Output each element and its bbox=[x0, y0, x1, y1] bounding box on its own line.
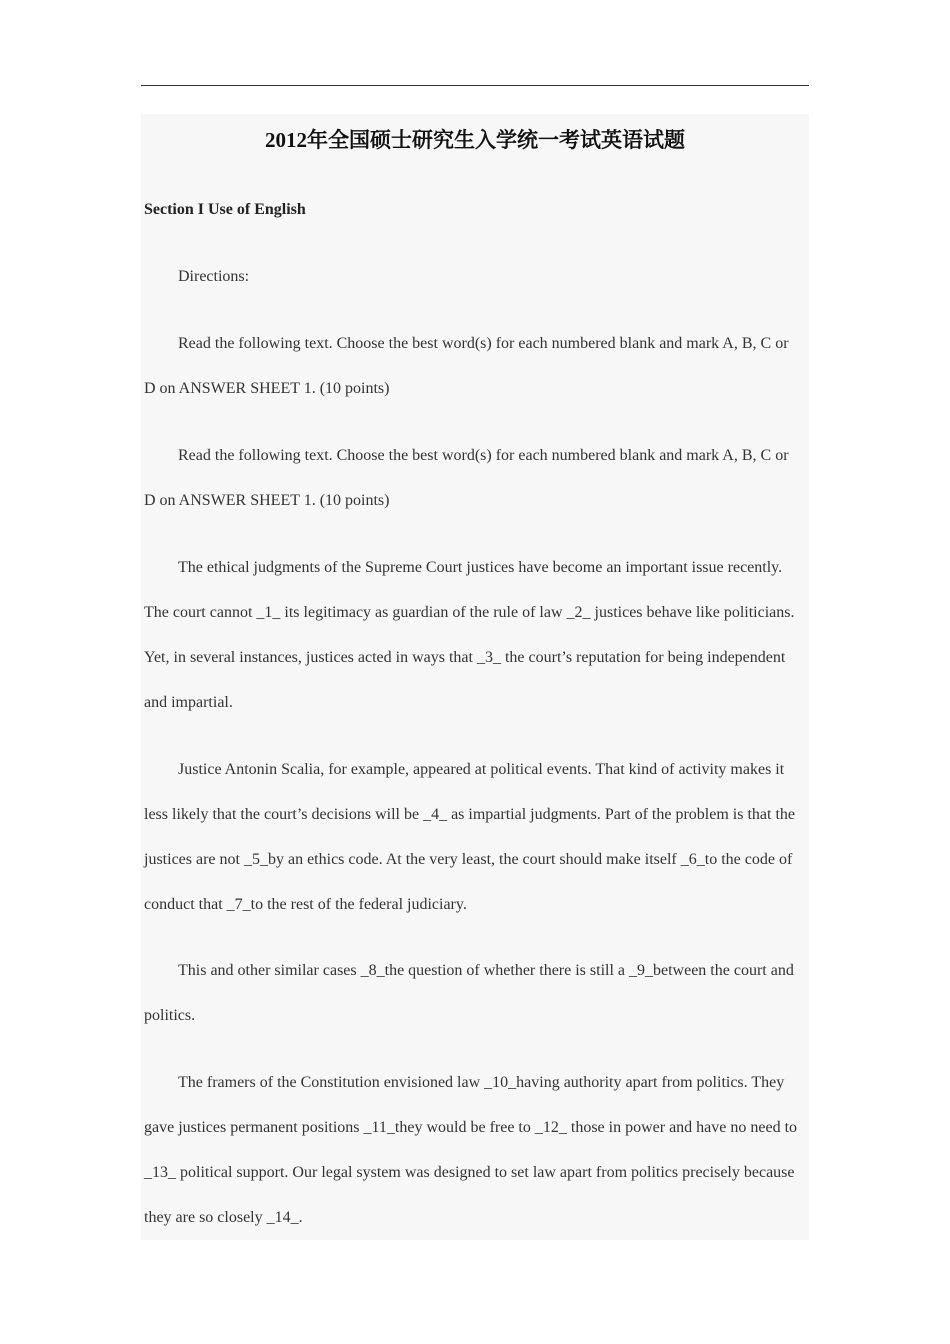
paragraph-instructions-repeat: Read the following text. Choose the best word(s) for each numbered blank and mark A, B, C or D on ANSWER SHEET 1. (10 points) bbox=[144, 447, 789, 509]
document-body bbox=[141, 114, 809, 1240]
paragraph-directions: Directions: bbox=[178, 268, 250, 285]
section-heading: Section I Use of English bbox=[144, 201, 306, 218]
document-title: 2012年全国硕士研究生入学统一考试英语试题 bbox=[265, 128, 685, 152]
paragraph-framers: The framers of the Constitution envisioned law _10_having authority apart from politics. They gave justices permanent positions _11_they would be free to _12_ those in power and have no need to _13_ political support. Our legal system was designed to set law apart from politics precisely because they are so closely _14_. bbox=[144, 1074, 798, 1226]
paragraph-justice-scalia: Justice Antonin Scalia, for example, appeared at political events. That kind of activity makes it less likely that the court’s decisions will be _4_ as impartial judgments. Part of the problem is that the justices are not _5_by an ethics code. At the very least, the court should make itself _6_to the code of conduct that _7_to the rest of the federal judiciary. bbox=[144, 761, 795, 913]
header-rule bbox=[141, 85, 809, 86]
paragraph-similar-cases: This and other similar cases _8_the question of whether there is still a _9_between the court and politics. bbox=[144, 962, 794, 1024]
paragraph-instructions: Read the following text. Choose the best word(s) for each numbered blank and mark A, B, C or D on ANSWER SHEET 1. (10 points) bbox=[144, 335, 789, 397]
paragraph-ethical-judgments: The ethical judgments of the Supreme Court justices have become an important issue recently. The court cannot _1_ its legitimacy as guardian of the rule of law _2_ justices behave like politicians. Yet, in several instances, justices acted in ways that _3_ the court’s reputation for being independent and impartial. bbox=[144, 559, 795, 711]
